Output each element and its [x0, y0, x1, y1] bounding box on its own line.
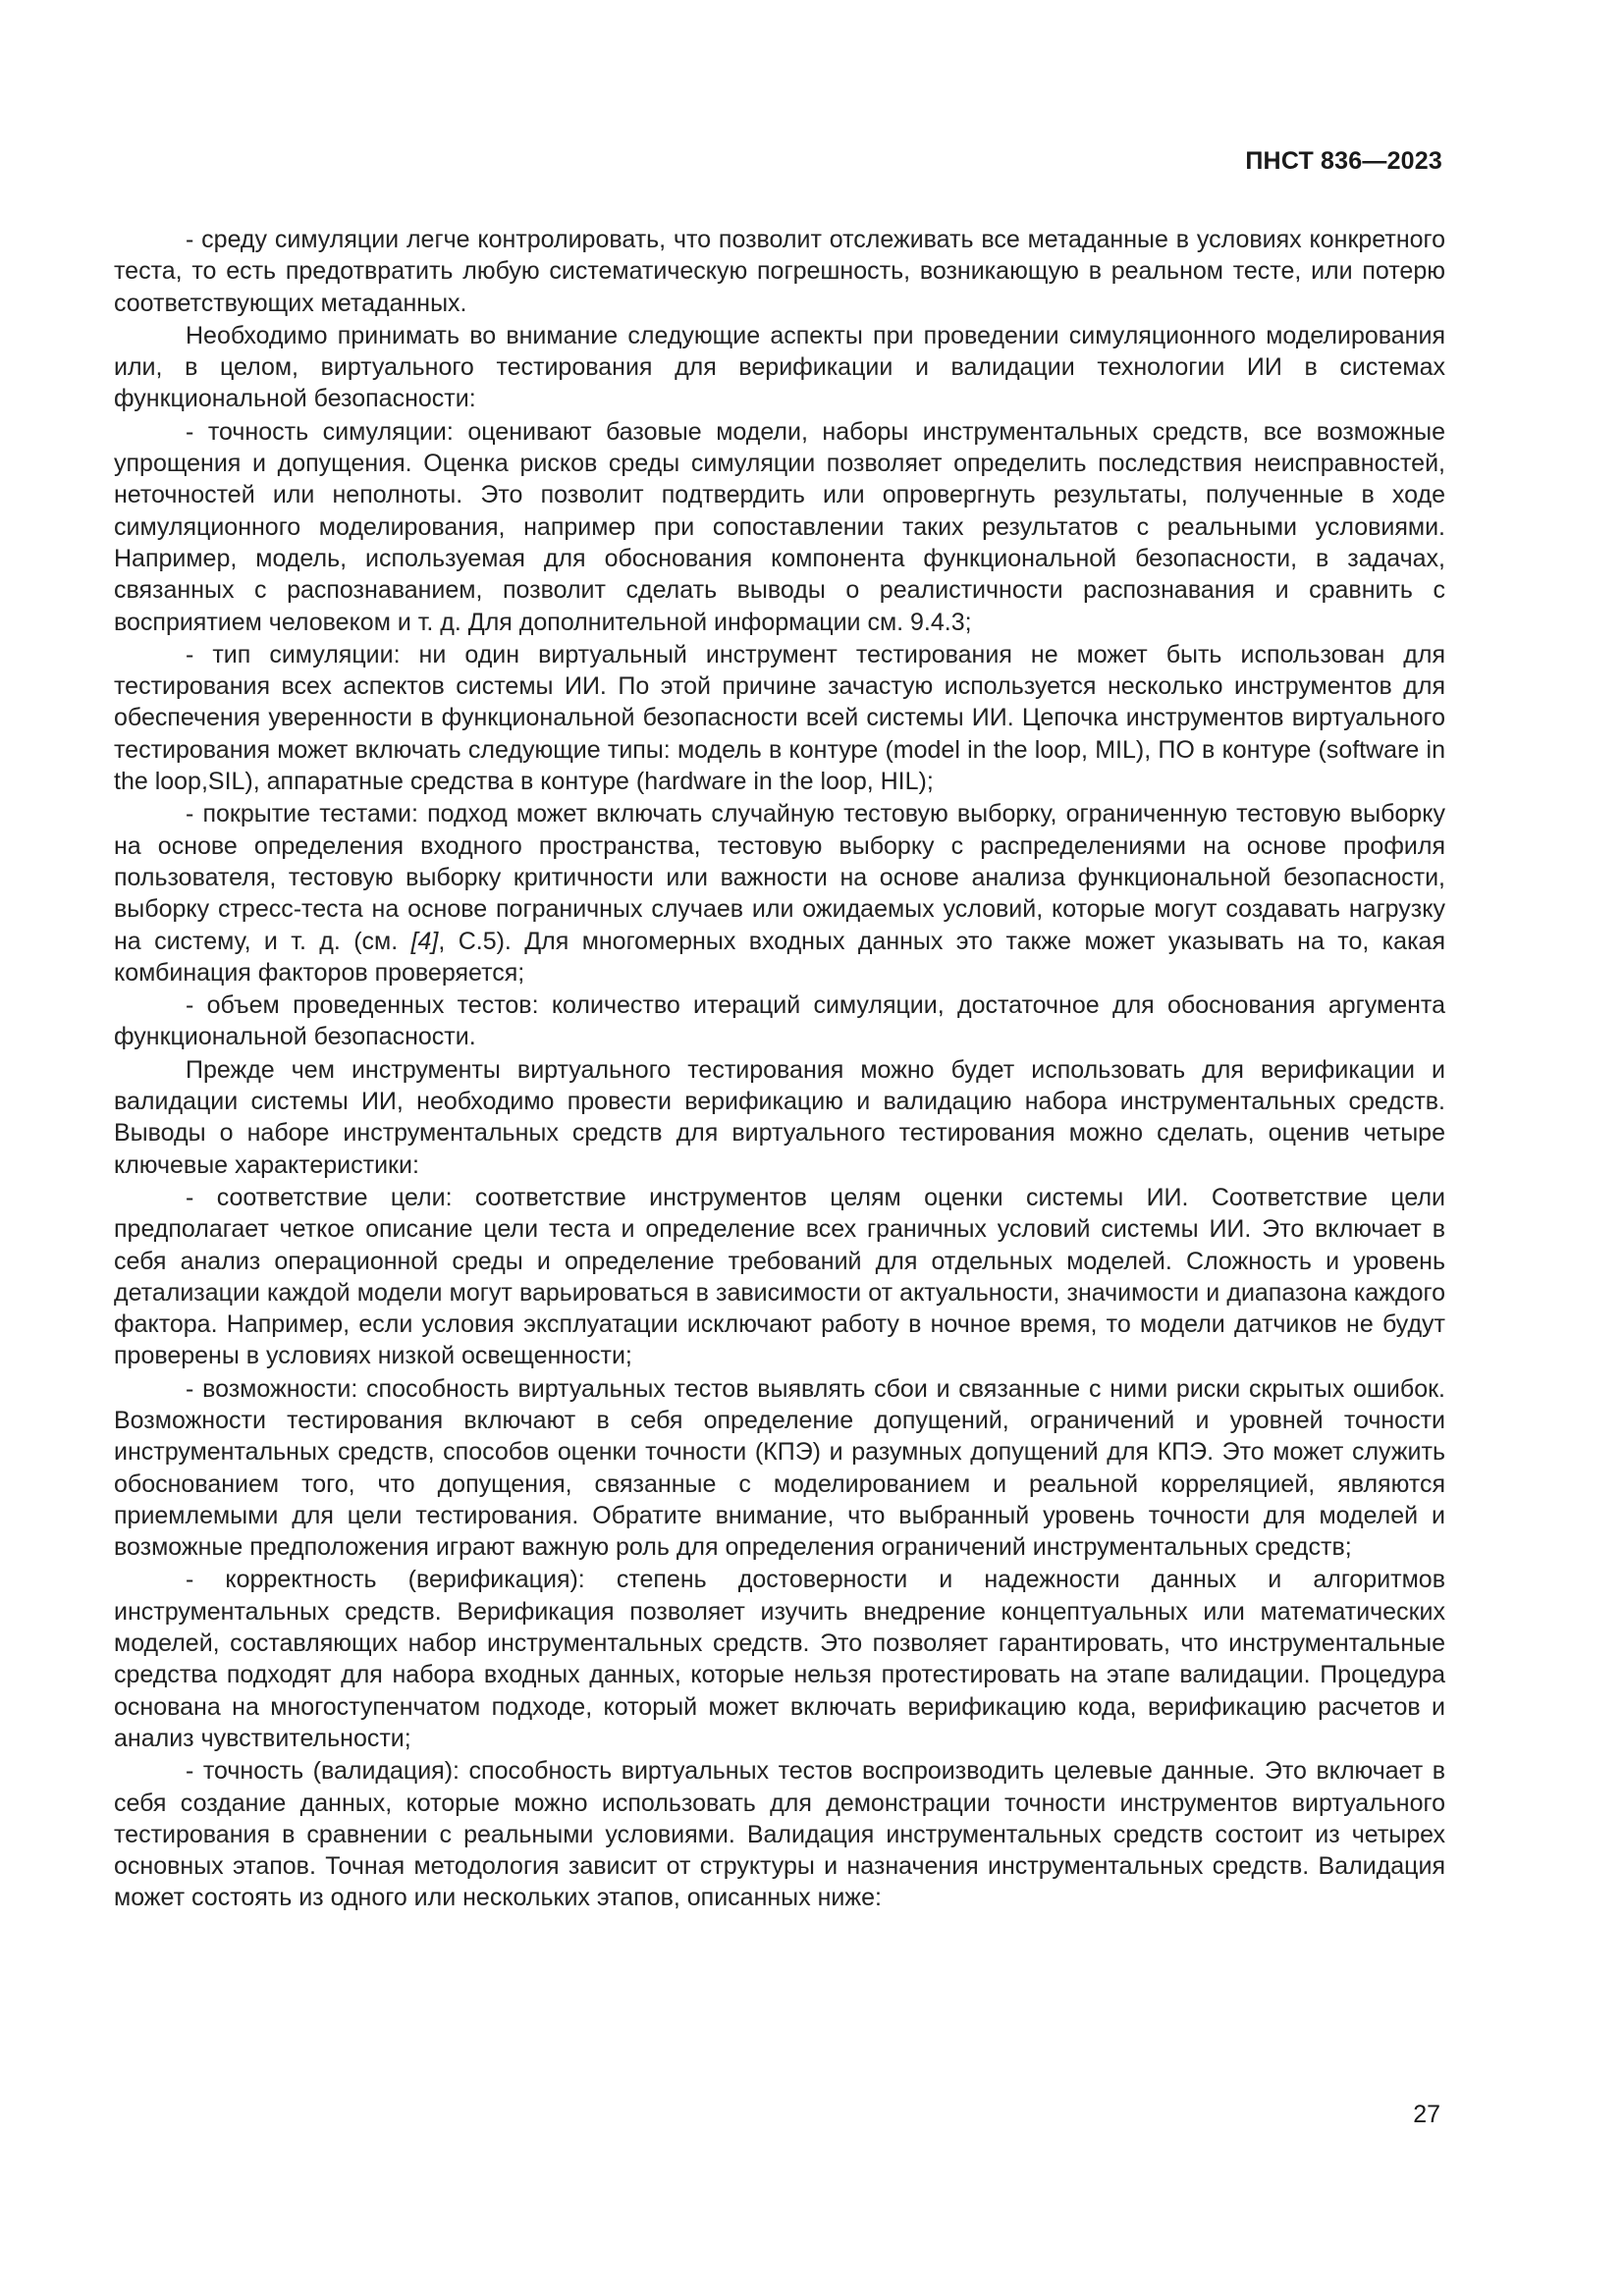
paragraph-toolset-validation-intro: Прежде чем инструменты виртуального тестирования можно будет использовать для верификации и валидации системы ИИ, необходимо провести верификацию и валидацию набора инструментальных средств. Выводы о наборе инструментальных средств для виртуального тестирования можно сделать, оценив четыре ключевые характеристики: — [114, 1055, 1445, 1179]
paragraph-test-coverage — [114, 798, 1445, 988]
test-coverage-text-before: - покрытие тестами: подход может включать случайную тестовую выборку, ограниченную тестовую выборку на основе определения входного пространства, тестовую выборку с распределениями на основе профиля пользователя, тестовую выборку критичности или важности на основе анализа функциональной безопасности, выборку стресс-теста на основе пограничных случаев или ожидаемых условий, которые могут создавать нагрузку на систему, и т. д. (см. — [114, 800, 1445, 955]
paragraph-simulation-accuracy: - точность симуляции: оценивают базовые модели, наборы инструментальных средств, все возможные упрощения и допущения. Оценка рисков среды симуляции позволяет определить последствия неисправностей, неточностей или неполноты. Это позволит подтвердить или опровергнуть результаты, полученные в ходе симуляционного моделирования, например при сопоставлении таких результатов с реальными условиями. Например, модель, используемая для обоснования компонента функциональной безопасности, в задачах, связанных с распознаванием, позволит сделать выводы о реалистичности распознавания и сравнить с восприятием человеком и т. д. Для дополнительной информации см. 9.4.3; — [114, 417, 1445, 636]
paragraph-simulation-control: - среду симуляции легче контролировать, что позволит отслеживать все метаданные в условиях конкретного теста, то есть предотвратить любую систематическую погрешность, возникающую в реальном тесте, или потерю соответствующих метаданных. — [114, 226, 1445, 317]
paragraph-accuracy-validation: - точность (валидация): способность виртуальных тестов воспроизводить целевые данные. Это включает в себя создание данных, которые можно использовать для демонстрации точности инструментов виртуального тестирования в сравнении с реальными условиями. Валидация инструментальных средств состоит из четырех основных этапов. Точная методология зависит от структуры и назначения инструментальных средств. Валидация может состоять из одного или нескольких этапов, описанных ниже: — [114, 1757, 1445, 1912]
paragraph-capabilities: - возможности: способность виртуальных тестов выявлять сбои и связанные с ними риски скрытых ошибок. Возможности тестирования включают в себя определение допущений, ограничений и уровней точности инструментальных средств, способов оценки точности (КПЭ) и разумных допущений для КПЭ. Это может служить обоснованием того, что допущения, связанные с моделированием и реальной корреляцией, являются приемлемыми для цели тестирования. Обратите внимание, что выбранный уровень точности для моделей и возможные предположения играют важную роль для определения ограничений инструментальных средств; — [114, 1374, 1445, 1562]
bibliography-reference: [4] — [410, 927, 439, 955]
test-coverage-text-after: , С.5). Для многомерных входных данных это также может указывать на то, какая комбинация факторов проверяется; — [114, 927, 1445, 987]
paragraph-correctness-verification: - корректность (верификация): степень достоверности и надежности данных и алгоритмов инструментальных средств. Верификация позволяет изучить внедрение концептуальных или математических моделей, составляющих набор инструментальных средств. Это позволяет гарантировать, что инструментальные средства подходят для набора входных данных, которые нельзя протестировать на этапе валидации. Процедура основана на многоступенчатом подходе, который может включать верификацию кода, верификацию расчетов и анализ чувствительности; — [114, 1566, 1445, 1752]
document-body — [114, 224, 1445, 1915]
page-number: 27 — [1413, 2101, 1440, 2128]
standard-code: ПНСТ 836—2023 — [1245, 147, 1442, 175]
paragraph-simulation-type: - тип симуляции: ни один виртуальный инструмент тестирования не может быть использован для тестирования всех аспектов системы ИИ. По этой причине зачастую используется несколько инструментов для обеспечения уверенности в функциональной безопасности всей системы ИИ. Цепочка инструментов виртуального тестирования может включать следующие типы: модель в контуре (model in the loop, MIL), ПО в контуре (software in the loop,SIL), аппаратные средства в контуре (hardware in the loop, HIL); — [114, 640, 1445, 796]
paragraph-test-volume: - объем проведенных тестов: количество итераций симуляции, достаточное для обоснования аргумента функциональной безопасности. — [114, 991, 1445, 1051]
paragraph-aspects-intro: Необходимо принимать во внимание следующие аспекты при проведении симуляционного моделирования или, в целом, виртуального тестирования для верификации и валидации технологии ИИ в системах функциональной безопасности: — [114, 321, 1445, 413]
paragraph-fitness-for-purpose: - соответствие цели: соответствие инструментов целям оценки системы ИИ. Соответствие цели предполагает четкое описание цели теста и определение всех граничных условий системы ИИ. Это включает в себя анализ операционной среды и определение требований для отдельных моделей. Сложность и уровень детализации каждой модели могут варьироваться в зависимости от актуальности, значимости и диапазона каждого фактора. Например, если условия эксплуатации исключают работу в ночное время, то модели датчиков не будут проверены в условиях низкой освещенности; — [114, 1183, 1445, 1370]
